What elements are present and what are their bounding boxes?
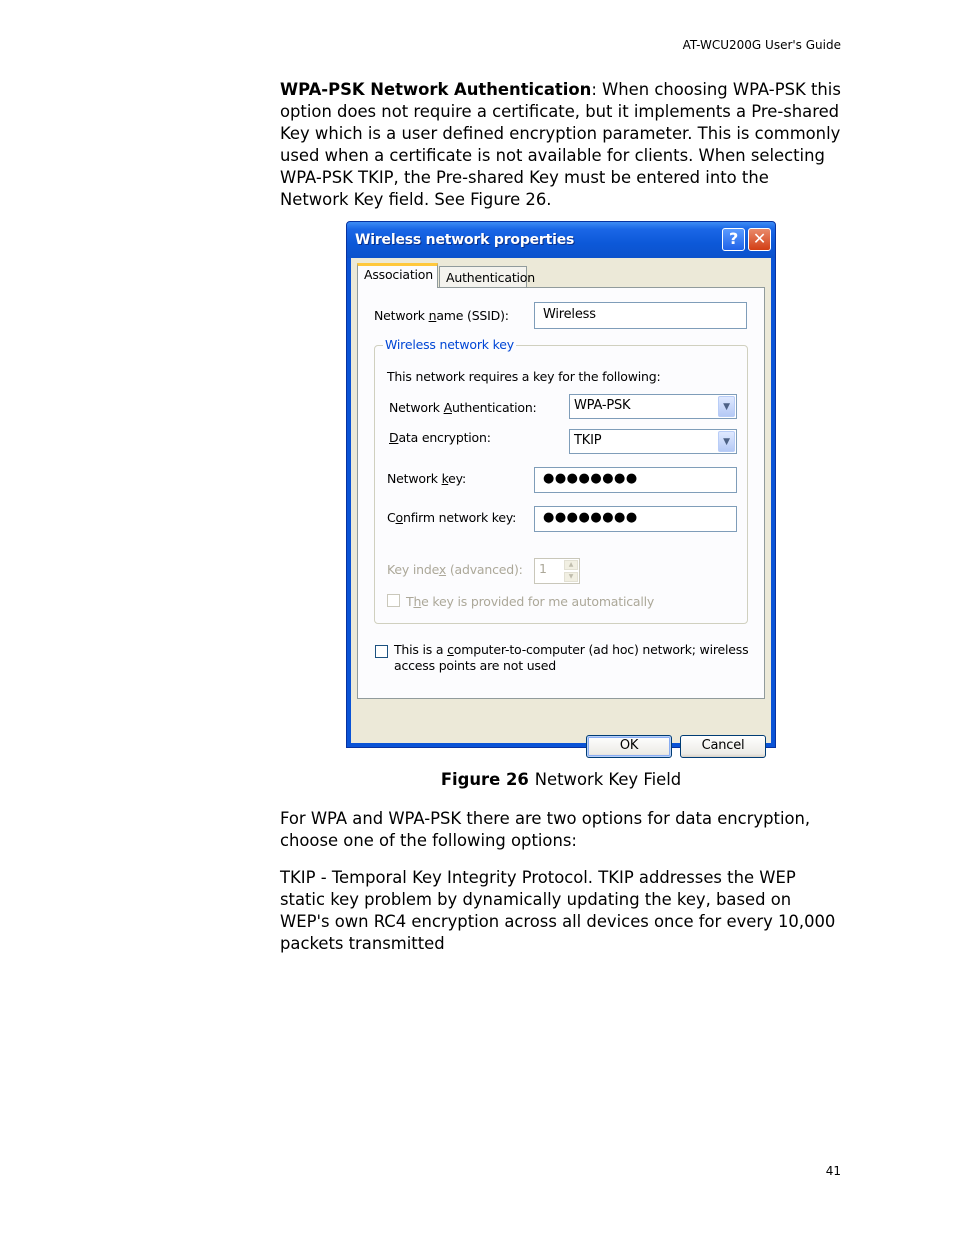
figure-title: Network Key Field: [534, 770, 682, 789]
confirm-network-key-input[interactable]: ●●●●●●●●: [534, 506, 737, 532]
chevron-up-icon[interactable]: ▲: [564, 560, 578, 570]
intro-term: WPA-PSK Network Authentication: [280, 80, 592, 99]
encryption-options-paragraph: For WPA and WPA-PSK there are two options for data encryption, choose one of the following options:: [280, 809, 811, 850]
adhoc-checkbox[interactable]: [375, 645, 388, 658]
network-authentication-label: Network Authentication:: [389, 400, 537, 415]
adhoc-label: This is a computer-to-computer (ad hoc) network; wireless access points are not used: [394, 642, 749, 673]
tkip-paragraph: TKIP - Temporal Key Integrity Protocol. TKIP addresses the WEP static key problem by dynamically updating the key, based on WEP's own RC4 encryption across all devices once for every 10,000 packets transmitted: [280, 868, 836, 953]
key-index-label: Key index (advanced):: [387, 562, 523, 577]
dialog-client-area: [351, 258, 771, 753]
figure-label: Figure 26: [440, 770, 529, 789]
auto-key-checkbox[interactable]: [387, 594, 400, 607]
dialog-title: Wireless network properties: [355, 232, 575, 248]
data-encryption-select[interactable]: [569, 429, 737, 454]
network-authentication-value: WPA-PSK: [574, 398, 631, 413]
chevron-down-icon[interactable]: ▼: [718, 396, 735, 417]
data-encryption-value: TKIP: [574, 433, 602, 448]
confirm-network-key-label: Confirm network key:: [387, 510, 517, 525]
ssid-input[interactable]: Wireless: [534, 302, 747, 329]
dialog-titlebar[interactable]: [347, 222, 775, 258]
cancel-button[interactable]: Cancel: [680, 735, 766, 758]
intro-paragraph: [280, 79, 842, 211]
page-number: 41: [825, 1164, 841, 1178]
requires-key-text: This network requires a key for the following:: [387, 369, 661, 384]
page-header: AT-WCU200G User's Guide: [682, 38, 841, 52]
key-index-stepper[interactable]: [534, 558, 580, 584]
wireless-network-key-group: [374, 337, 748, 624]
key-index-value: 1: [539, 561, 547, 576]
chevron-down-icon[interactable]: ▼: [564, 572, 578, 582]
help-icon[interactable]: ?: [722, 228, 745, 251]
network-key-input[interactable]: ●●●●●●●●: [534, 467, 737, 493]
network-key-label: Network key:: [387, 471, 466, 486]
chevron-down-icon[interactable]: ▼: [718, 431, 735, 452]
auto-key-label: The key is provided for me automatically: [406, 594, 655, 609]
intro-text: : When choosing WPA-PSK this option does not require a certificate, but it implements a Pre-shared Key which is a user defined encryption parameter. This is commonly used when a certificate is not available for clients. When selecting WPA-PSK TKIP, the Pre-shared Key must be entered into the Network Key field. See Figure 26.: [280, 80, 841, 209]
figure-caption: [280, 770, 842, 789]
wireless-network-properties-dialog: [346, 221, 776, 753]
tab-authentication[interactable]: Authentication: [439, 266, 527, 288]
group-title: Wireless network key: [385, 337, 514, 352]
tab-association[interactable]: Association: [357, 263, 438, 288]
association-tab-panel: [357, 287, 765, 699]
ssid-label: Network name (SSID):: [374, 308, 509, 323]
data-encryption-label: Data encryption:: [389, 430, 491, 445]
network-authentication-select[interactable]: [569, 394, 737, 419]
close-icon[interactable]: ✕: [748, 228, 771, 251]
ok-button[interactable]: OK: [586, 735, 672, 758]
